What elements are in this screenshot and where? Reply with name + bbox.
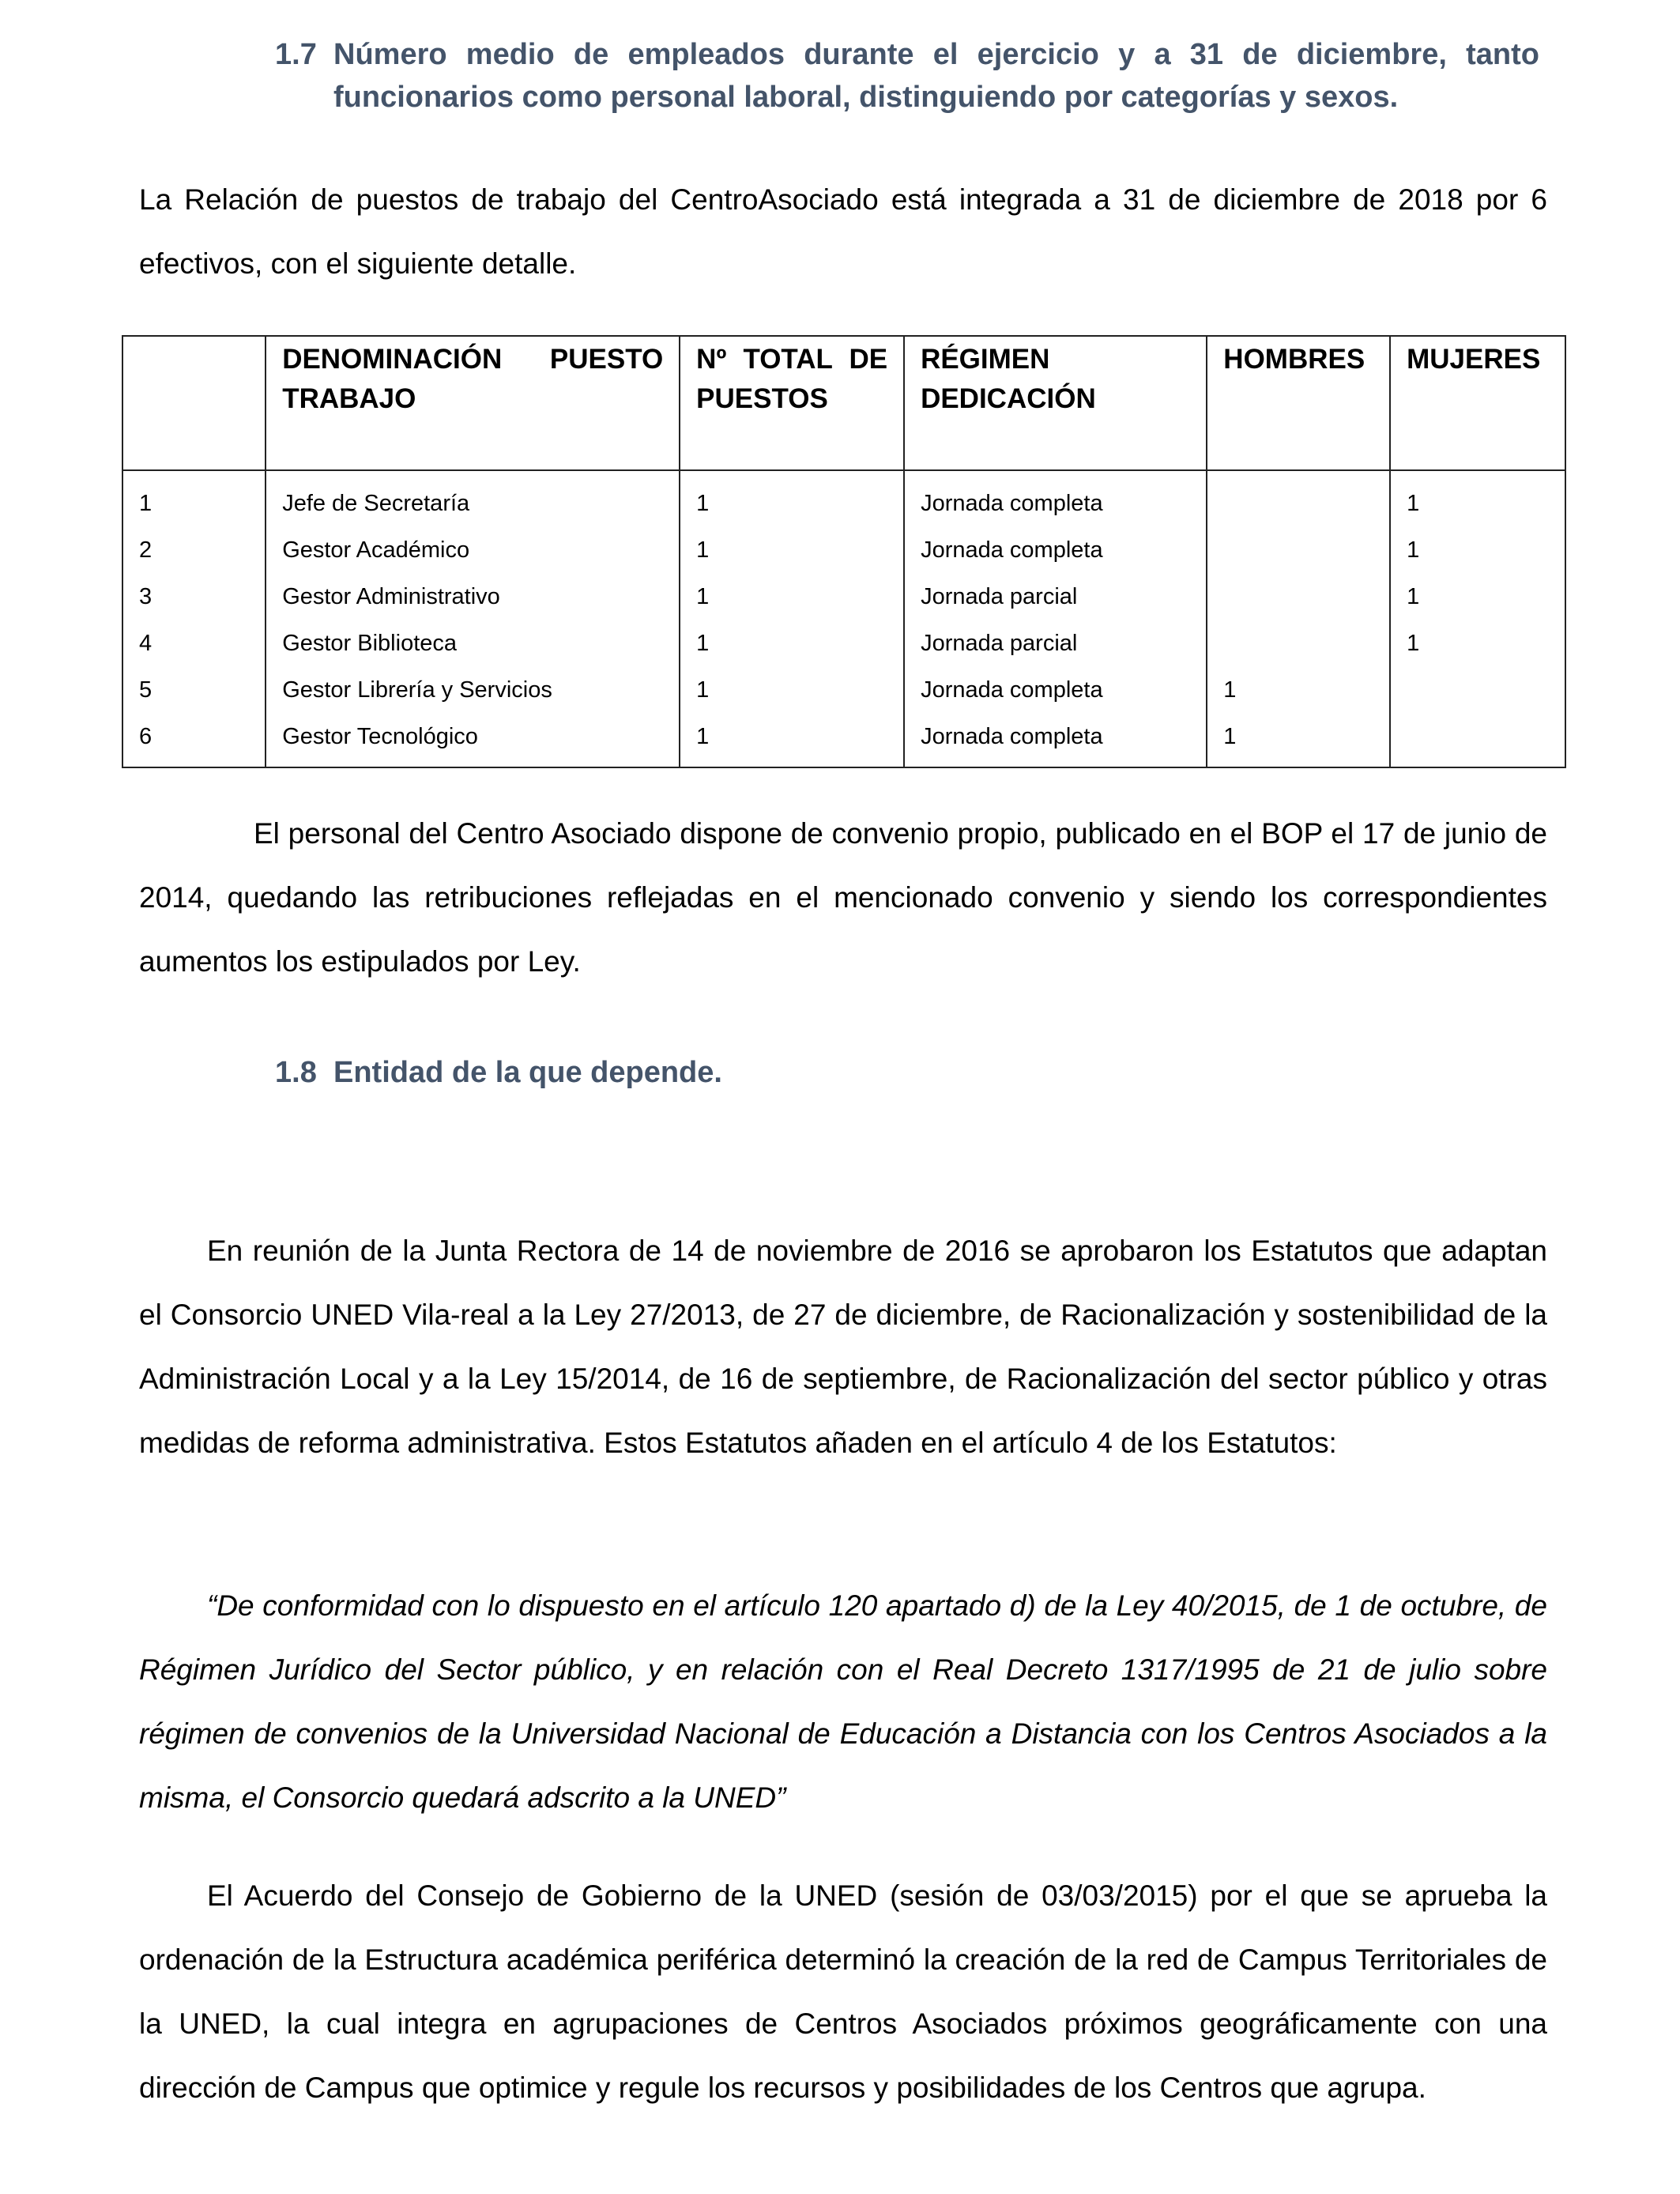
cell-regimen: Jornada completa (904, 527, 1207, 574)
table-row (122, 714, 1565, 767)
cell-regimen: Jornada completa (904, 714, 1207, 767)
table-row (122, 667, 1565, 714)
cell-hombres: 1 (1207, 667, 1390, 714)
table-header-row (122, 336, 1565, 470)
section-title-line-2: funcionarios como personal laboral, distinguiendo por categorías y sexos. (333, 81, 1399, 114)
section-heading-1-7 (275, 33, 1539, 119)
cell-puesto: Gestor Biblioteca (266, 620, 680, 667)
section-number: 1.7 (275, 38, 317, 71)
cell-mujeres (1390, 667, 1565, 714)
cell-mujeres: 1 (1390, 527, 1565, 574)
estatutos-paragraph: En reunión de la Junta Rectora de 14 de noviembre de 2016 se aprobaron los Estatutos que adaptan el Consorcio UNED Vila-real a la Ley 27/2013, de 27 de diciembre, de Racionalización y sostenibilidad de la Administración Local y a la Ley 15/2014, de 16 de septiembre, de Racionalización del sector público y otras medidas de reforma administrativa. Estos Estatutos añaden en el artículo 4 de los Estatutos: (139, 1235, 1547, 1459)
table-header-denominacion: DENOMINACIÓN PUESTO TRABAJO (266, 336, 680, 470)
cell-total: 1 (680, 667, 904, 714)
section-number: 1.8 (275, 1056, 317, 1089)
staff-table (122, 335, 1566, 768)
convenio-paragraph: El personal del Centro Asociado dispone de convenio propio, publicado en el BOP el 17 de junio de 2014, quedando las retribuciones reflejadas en el mencionado convenio y siendo los correspondientes aumentos los estipulados por Ley. (139, 817, 1547, 978)
table-header-total: Nº TOTAL DE PUESTOS (680, 336, 904, 470)
cell-hombres (1207, 620, 1390, 667)
cell-regimen: Jornada parcial (904, 620, 1207, 667)
cell-index: 1 (122, 470, 266, 527)
table-header-hombres: HOMBRES (1207, 336, 1390, 470)
table-header-index (122, 336, 266, 470)
cell-total: 1 (680, 620, 904, 667)
section-title: Entidad de la que depende. (333, 1056, 722, 1089)
cell-hombres (1207, 527, 1390, 574)
quote-paragraph: “De conformidad con lo dispuesto en el artículo 120 apartado d) de la Ley 40/2015, de 1 de octubre, de Régimen Jurídico del Sector público, y en relación con el Real Decreto 1317/1995 de 21 de julio sobre régimen de convenios de la Universidad Nacional de Educación a Distancia con los Centros Asociados a la misma, el Consorcio quedará adscrito a la UNED” (139, 1589, 1547, 1814)
cell-hombres: 1 (1207, 714, 1390, 767)
cell-puesto: Jefe de Secretaría (266, 470, 680, 527)
section-heading-1-8 (275, 1051, 1539, 1094)
cell-index: 4 (122, 620, 266, 667)
cell-regimen: Jornada parcial (904, 574, 1207, 620)
cell-total: 1 (680, 470, 904, 527)
cell-hombres (1207, 470, 1390, 527)
cell-index: 3 (122, 574, 266, 620)
section-title-line-1: Número medio de empleados durante el ejercicio y a 31 de diciembre, tanto (333, 38, 1539, 71)
table-row (122, 470, 1565, 527)
table-header-regimen: RÉGIMEN DEDICACIÓN (904, 336, 1207, 470)
cell-regimen: Jornada completa (904, 667, 1207, 714)
intro-paragraph: La Relación de puestos de trabajo del CentroAsociado está integrada a 31 de diciembre de 2018 por 6 efectivos, con el siguiente detalle. (139, 183, 1547, 280)
table-row (122, 620, 1565, 667)
cell-total: 1 (680, 574, 904, 620)
cell-index: 2 (122, 527, 266, 574)
cell-total: 1 (680, 527, 904, 574)
table-header-mujeres: MUJERES (1390, 336, 1565, 470)
cell-mujeres: 1 (1390, 620, 1565, 667)
cell-puesto: Gestor Librería y Servicios (266, 667, 680, 714)
acuerdo-paragraph: El Acuerdo del Consejo de Gobierno de la UNED (sesión de 03/03/2015) por el que se aprueba la ordenación de la Estructura académica periférica determinó la creación de la red de Campus Territoriales de la UNED, la cual integra en agrupaciones de Centros Asociados próximos geográficamente con una dirección de Campus que optimice y regule los recursos y posibilidades de los Centros que agrupa. (139, 1879, 1547, 2104)
cell-regimen: Jornada completa (904, 470, 1207, 527)
cell-puesto: Gestor Administrativo (266, 574, 680, 620)
cell-mujeres: 1 (1390, 574, 1565, 620)
cell-index: 5 (122, 667, 266, 714)
table-row (122, 527, 1565, 574)
cell-total: 1 (680, 714, 904, 767)
cell-puesto: Gestor Tecnológico (266, 714, 680, 767)
cell-index: 6 (122, 714, 266, 767)
cell-mujeres (1390, 714, 1565, 767)
table-row (122, 574, 1565, 620)
cell-mujeres: 1 (1390, 470, 1565, 527)
cell-hombres (1207, 574, 1390, 620)
cell-puesto: Gestor Académico (266, 527, 680, 574)
